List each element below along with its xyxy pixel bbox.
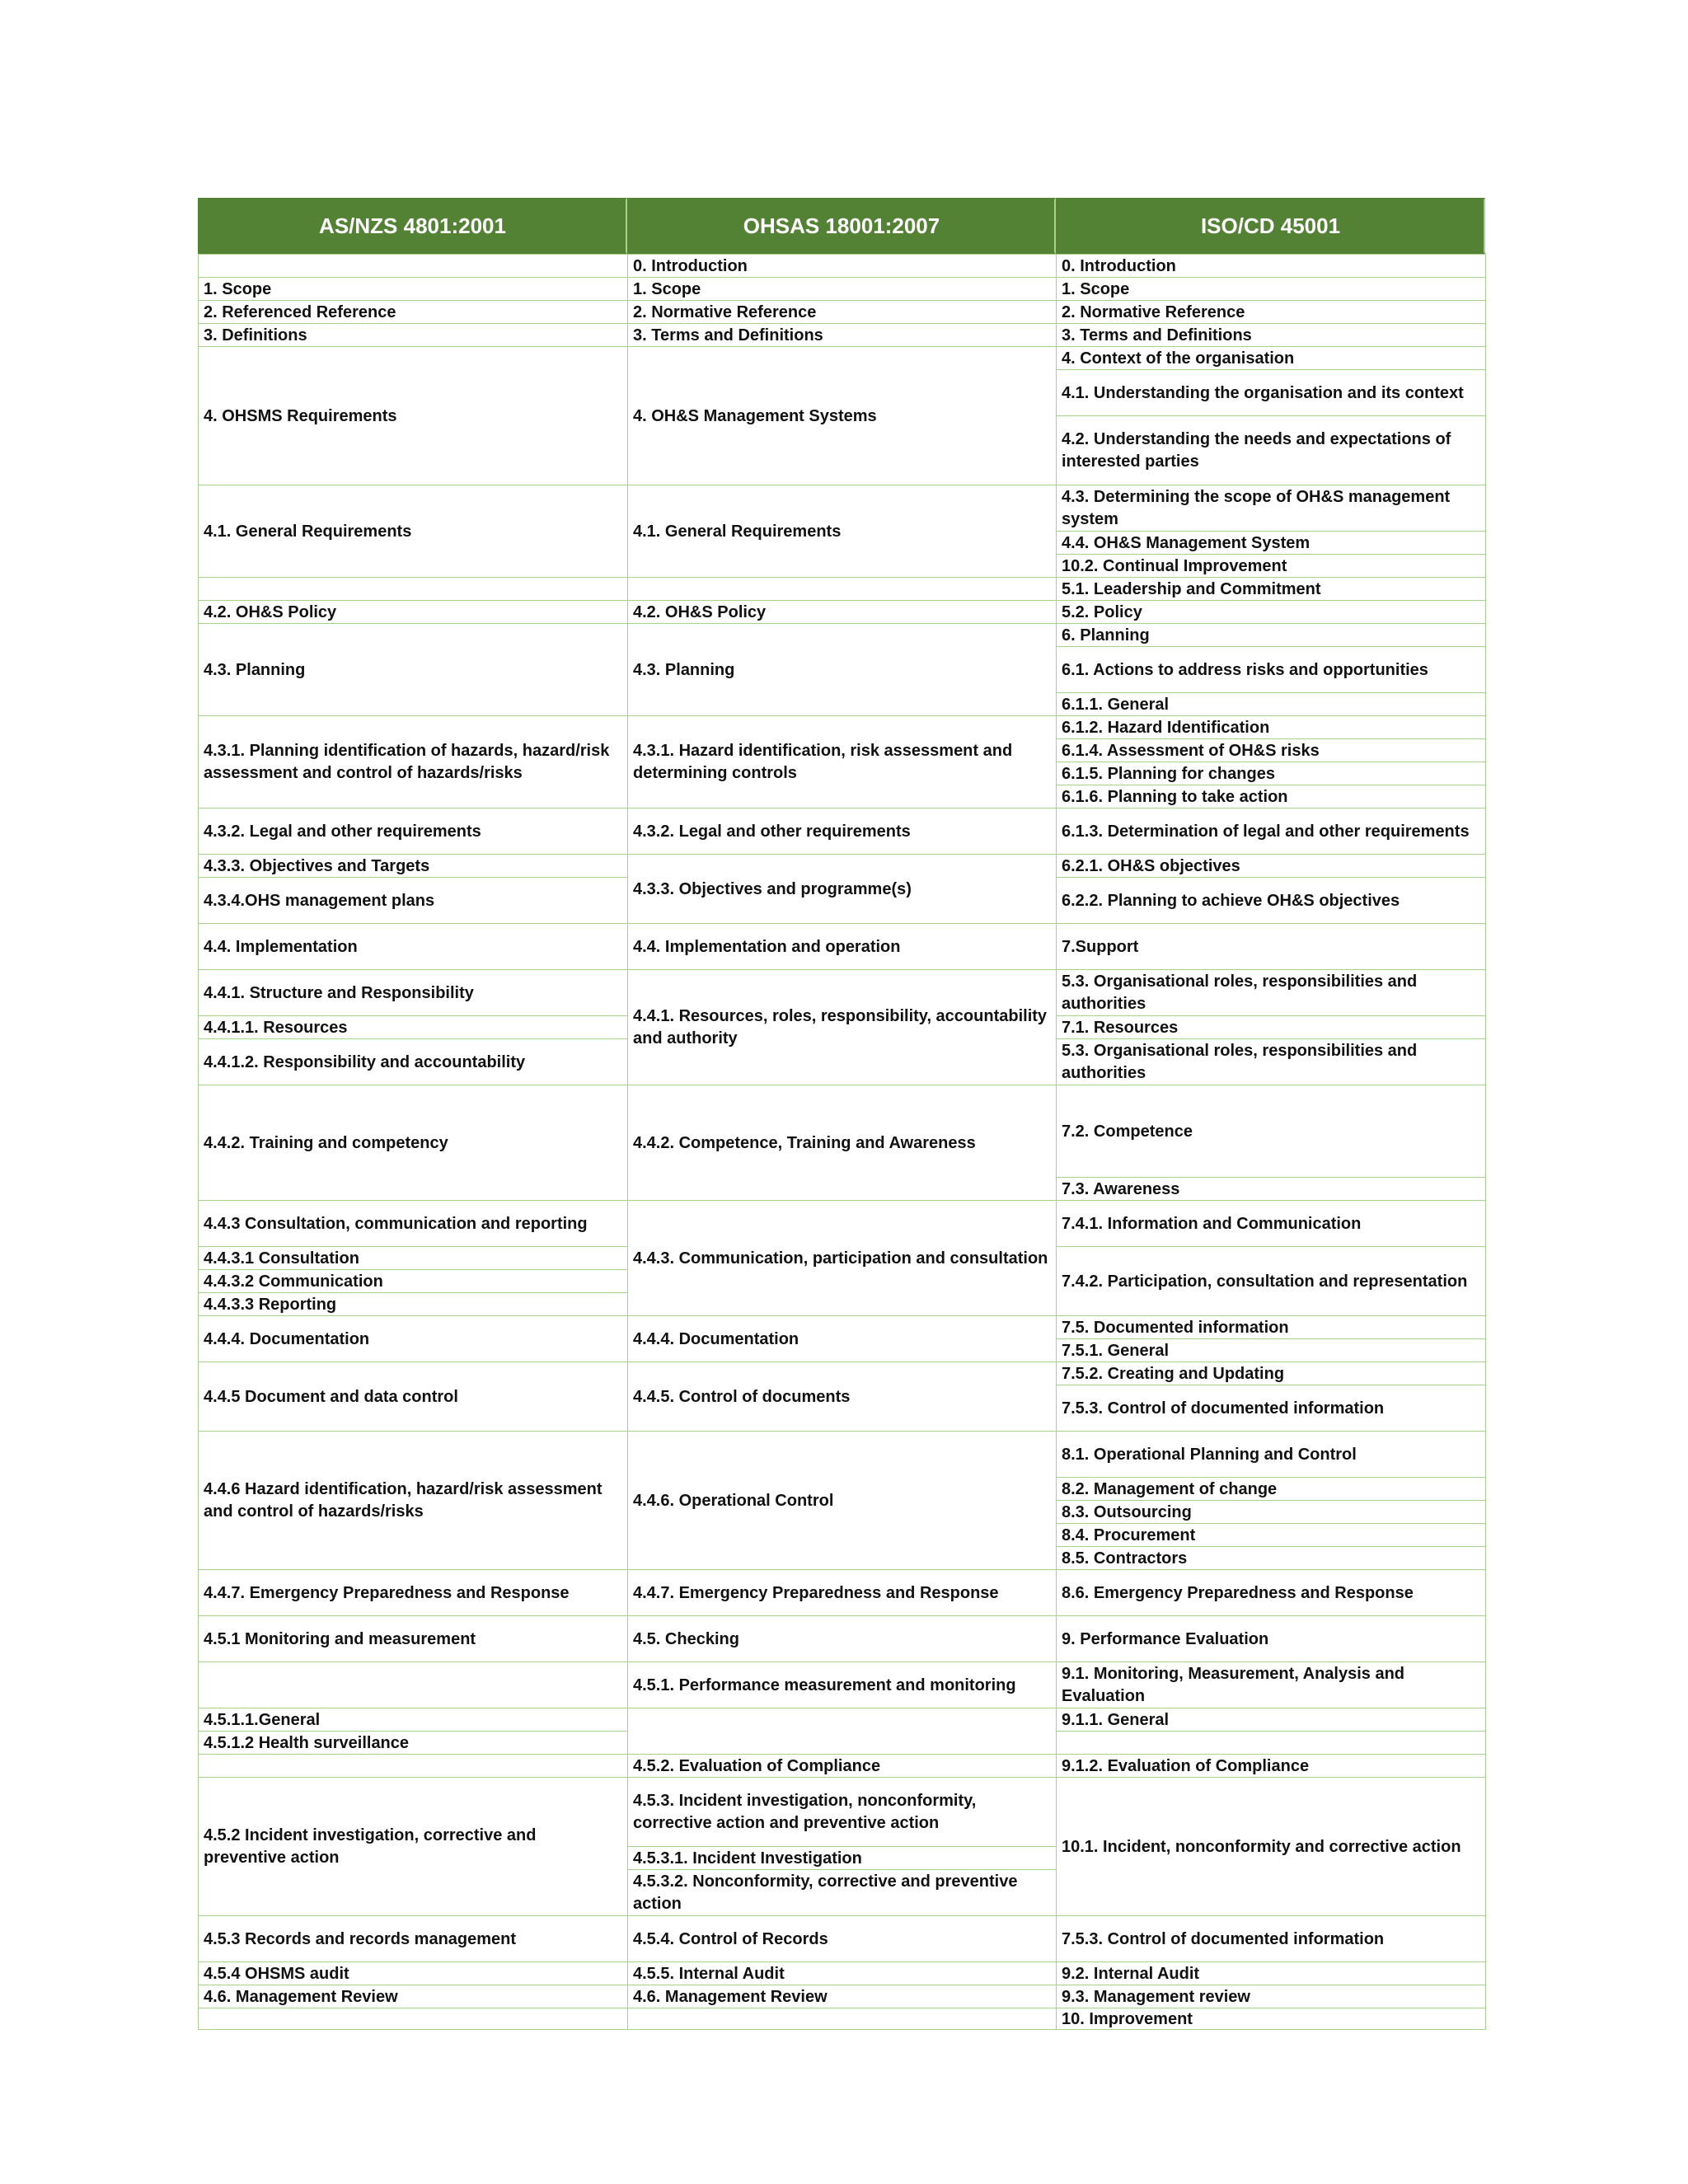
- cell-text: 6.1. Actions to address risks and opportunities: [1062, 660, 1428, 679]
- cell-text: 4.5.3. Incident investigation, nonconformity, corrective action and preventive action: [633, 1792, 977, 1832]
- cell-text: 7.Support: [1062, 937, 1139, 956]
- table-cell: [1056, 2008, 1486, 2030]
- table-cell: [198, 923, 628, 970]
- cell-text: 4.3. Planning: [204, 660, 306, 679]
- cell-text: 0. Introduction: [1062, 256, 1176, 275]
- cell-text: 4.5.2 Incident investigation, corrective and preventive action: [204, 1826, 537, 1867]
- table-cell: [1056, 785, 1486, 808]
- table-cell: [1056, 969, 1486, 1016]
- cell-text: 4.2. OH&S Policy: [633, 602, 767, 621]
- cell-text: 10.1. Incident, nonconformity and corrective action: [1062, 1837, 1461, 1856]
- cell-text: 4.4.4. Documentation: [204, 1329, 370, 1348]
- table-cell: [1056, 1754, 1486, 1778]
- table-cell: [1056, 623, 1486, 647]
- table-cell: [198, 1269, 628, 1293]
- cell-text: 4.5.4. Control of Records: [633, 1929, 828, 1948]
- table-cell: [1056, 323, 1486, 347]
- table-cell: [627, 323, 1057, 347]
- cell-text: 4.5.1.1.General: [204, 1710, 321, 1729]
- table-cell: [1056, 1961, 1486, 1985]
- table-cell: [198, 485, 628, 578]
- table-cell: [198, 1708, 628, 1732]
- comparison-table: [198, 198, 1485, 2029]
- table-cell: [627, 923, 1057, 970]
- cell-text: 4. OHSMS Requirements: [204, 406, 397, 425]
- cell-text: 9.1.1. General: [1062, 1710, 1170, 1729]
- table-cell: [627, 1431, 1057, 1570]
- cell-text: 4.4. Implementation: [204, 937, 358, 956]
- table-cell: [198, 1754, 628, 1778]
- cell-text: 2. Normative Reference: [633, 302, 817, 321]
- table-cell: [1056, 692, 1486, 716]
- table-cell: [1056, 1246, 1486, 1316]
- table-cell: [198, 600, 628, 624]
- table-cell: [627, 854, 1057, 924]
- cell-text: 4.3.1. Planning identification of hazards, hazard/risk assessment and control of hazards/risks: [204, 742, 610, 782]
- cell-text: 10. Improvement: [1062, 2009, 1193, 2028]
- table-cell: [198, 1315, 628, 1362]
- cell-text: 7.5.2. Creating and Updating: [1062, 1364, 1285, 1383]
- cell-text: 4.3.3. Objectives and programme(s): [633, 879, 912, 898]
- table-cell: [1056, 346, 1486, 370]
- table-cell: [198, 1292, 628, 1316]
- table-cell: [198, 1015, 628, 1039]
- cell-text: 4.4.1.2. Responsibility and accountability: [204, 1052, 526, 1071]
- cell-text: 4.3.2. Legal and other requirements: [633, 822, 911, 841]
- table-cell: [1056, 485, 1486, 532]
- cell-text: 6.1.6. Planning to take action: [1062, 787, 1288, 806]
- cell-text: 6.1.3. Determination of legal and other requirements: [1062, 822, 1470, 841]
- table-cell: [198, 1569, 628, 1616]
- table-cell: [627, 715, 1057, 808]
- table-cell: [1056, 1615, 1486, 1662]
- table-cell: [627, 1777, 1057, 1847]
- cell-text: 4.4.5 Document and data control: [204, 1387, 458, 1406]
- cell-text: 4. Context of the organisation: [1062, 349, 1295, 368]
- cell-text: 3. Terms and Definitions: [1062, 326, 1252, 344]
- table-cell: [198, 877, 628, 924]
- table-cell: [1056, 1661, 1486, 1708]
- table-cell: [627, 969, 1057, 1085]
- table-cell: [627, 1915, 1057, 1962]
- table-cell: [627, 1315, 1057, 1362]
- table-cell: [627, 1615, 1057, 1662]
- header-iso-45001: ISO/CD 45001: [1056, 198, 1485, 254]
- cell-text: 4.3.4.OHS management plans: [204, 891, 435, 910]
- table-cell: [627, 1661, 1057, 1708]
- cell-text: 7.5.3. Control of documented information: [1062, 1929, 1385, 1948]
- table-cell: [1056, 300, 1486, 324]
- table-cell: [198, 577, 628, 601]
- cell-text: 5.1. Leadership and Commitment: [1062, 579, 1321, 598]
- cell-text: 4.4.3.1 Consultation: [204, 1249, 359, 1268]
- table-cell: [198, 1431, 628, 1570]
- table-cell: [627, 1869, 1057, 1916]
- cell-text: 8.1. Operational Planning and Control: [1062, 1445, 1357, 1464]
- cell-text: 8.3. Outsourcing: [1062, 1502, 1192, 1521]
- cell-text: 7.3. Awareness: [1062, 1179, 1180, 1198]
- cell-text: 7.4.1. Information and Communication: [1062, 1214, 1362, 1233]
- cell-text: 7.5.3. Control of documented information: [1062, 1399, 1385, 1418]
- cell-text: 6. Planning: [1062, 626, 1150, 644]
- cell-text: 6.1.4. Assessment of OH&S risks: [1062, 741, 1320, 760]
- cell-text: 7.5. Documented information: [1062, 1318, 1289, 1337]
- cell-text: 4.5. Checking: [633, 1629, 739, 1648]
- cell-text: 4.1. General Requirements: [633, 522, 842, 541]
- cell-text: 9.3. Management review: [1062, 1987, 1250, 2006]
- table-cell: [1056, 1431, 1486, 1478]
- table-cell: [1056, 415, 1486, 485]
- cell-text: 6.1.5. Planning for changes: [1062, 764, 1275, 783]
- cell-text: 4.4.7. Emergency Preparedness and Response: [204, 1583, 570, 1602]
- table-cell: [198, 277, 628, 301]
- table-cell: [1056, 646, 1486, 693]
- table-cell: [1056, 254, 1486, 278]
- table-cell: [198, 346, 628, 485]
- cell-text: 4.5.3.1. Incident Investigation: [633, 1849, 862, 1868]
- table-cell: [1056, 854, 1486, 878]
- table-cell: [1056, 1915, 1486, 1962]
- table-cell: [198, 254, 628, 278]
- cell-text: 4.1. Understanding the organisation and its context: [1062, 383, 1464, 402]
- table-cell: [1056, 531, 1486, 555]
- table-cell: [198, 1246, 628, 1270]
- table-cell: [627, 1200, 1057, 1316]
- table-cell: [1056, 577, 1486, 601]
- table-cell: [627, 1708, 1057, 1755]
- cell-text: 8.4. Procurement: [1062, 1526, 1196, 1544]
- cell-text: 4.4.3.2 Communication: [204, 1272, 383, 1291]
- table-cell: [1056, 1985, 1486, 2008]
- cell-text: 4.3. Determining the scope of OH&S management system: [1062, 488, 1451, 528]
- table-cell: [198, 2008, 628, 2030]
- cell-text: 7.1. Resources: [1062, 1018, 1179, 1037]
- cell-text: 2. Referenced Reference: [204, 302, 396, 321]
- cell-text: 4.4.1.1. Resources: [204, 1018, 348, 1037]
- table-cell: [1056, 1177, 1486, 1201]
- table-cell: [1056, 277, 1486, 301]
- table-cell: [627, 1985, 1057, 2008]
- table-cell: [627, 1846, 1057, 1870]
- cell-text: 4.4.3 Consultation, communication and reporting: [204, 1214, 588, 1233]
- table-cell: [198, 623, 628, 716]
- table-cell: [1056, 369, 1486, 416]
- cell-text: 1. Scope: [204, 279, 272, 298]
- table-cell: [627, 623, 1057, 716]
- table-cell: [1056, 1085, 1486, 1178]
- table-cell: [198, 1777, 628, 1916]
- table-cell: [1056, 715, 1486, 739]
- table-cell: [627, 277, 1057, 301]
- table-cell: [1056, 738, 1486, 762]
- cell-text: 4.3.2. Legal and other requirements: [204, 822, 481, 841]
- table-cell: [627, 600, 1057, 624]
- table-cell: [1056, 1038, 1486, 1085]
- table-cell: [1056, 923, 1486, 970]
- header-asnzs-4801: AS/NZS 4801:2001: [198, 198, 627, 254]
- table-cell: [1056, 1315, 1486, 1339]
- table-cell: [1056, 1477, 1486, 1501]
- cell-text: 7.4.2. Participation, consultation and representation: [1062, 1272, 1468, 1291]
- table-cell: [627, 254, 1057, 278]
- table-cell: [627, 300, 1057, 324]
- cell-text: 4.4.3.3 Reporting: [204, 1295, 337, 1314]
- cell-text: 9. Performance Evaluation: [1062, 1629, 1269, 1648]
- cell-text: 4.4.6. Operational Control: [633, 1491, 834, 1510]
- table-cell: [198, 1731, 628, 1755]
- cell-text: 6.2.2. Planning to achieve OH&S objectives: [1062, 891, 1400, 910]
- table-cell: [198, 1961, 628, 1985]
- cell-text: 7.2. Competence: [1062, 1122, 1193, 1141]
- cell-text: 5.3. Organisational roles, responsibilities and authorities: [1062, 1042, 1418, 1082]
- table-cell: [627, 1754, 1057, 1778]
- cell-text: 4.4.7. Emergency Preparedness and Response: [633, 1583, 999, 1602]
- cell-text: 9.1.2. Evaluation of Compliance: [1062, 1756, 1310, 1775]
- cell-text: 9.2. Internal Audit: [1062, 1964, 1200, 1983]
- cell-text: 4.4. OH&S Management System: [1062, 533, 1311, 552]
- cell-text: 4.3.3. Objectives and Targets: [204, 856, 430, 875]
- table-cell: [1056, 1200, 1486, 1247]
- cell-text: 5.3. Organisational roles, responsibilities and authorities: [1062, 972, 1418, 1013]
- cell-text: 1. Scope: [633, 279, 701, 298]
- cell-text: 4.4.2. Competence, Training and Awareness: [633, 1133, 976, 1152]
- header-ohsas-18001: OHSAS 18001:2007: [627, 198, 1056, 254]
- table-cell: [627, 1961, 1057, 1985]
- cell-text: 8.2. Management of change: [1062, 1479, 1278, 1498]
- table-cell: [1056, 600, 1486, 624]
- table-cell: [1056, 1361, 1486, 1385]
- cell-text: 10.2. Continual Improvement: [1062, 556, 1287, 575]
- cell-text: 4.5.4 OHSMS audit: [204, 1964, 349, 1983]
- cell-text: 2. Normative Reference: [1062, 302, 1245, 321]
- cell-text: 5.2. Policy: [1062, 602, 1142, 621]
- cell-text: 6.2.1. OH&S objectives: [1062, 856, 1240, 875]
- table-cell: [198, 808, 628, 855]
- cell-text: 4.4.4. Documentation: [633, 1329, 799, 1348]
- cell-text: 4.3.1. Hazard identification, risk assessment and determining controls: [633, 742, 1013, 782]
- table-cell: [198, 1361, 628, 1432]
- cell-text: 4.4.1. Resources, roles, responsibility, accountability and authority: [633, 1007, 1048, 1047]
- table-cell: [198, 300, 628, 324]
- table-cell: [1056, 1777, 1486, 1916]
- table-cell: [198, 323, 628, 347]
- table-cell: [198, 854, 628, 878]
- cell-text: 4.4.1. Structure and Responsibility: [204, 983, 474, 1002]
- table-cell: [1056, 1569, 1486, 1616]
- cell-text: 4.3. Planning: [633, 660, 735, 679]
- cell-text: 8.5. Contractors: [1062, 1549, 1188, 1568]
- table-cell: [198, 1200, 628, 1247]
- table-cell: [198, 1038, 628, 1085]
- table-cell: [1056, 1523, 1486, 1547]
- cell-text: 4.5.1. Performance measurement and monitoring: [633, 1675, 1016, 1694]
- cell-text: 7.5.1. General: [1062, 1341, 1170, 1360]
- cell-text: 4.1. General Requirements: [204, 522, 412, 541]
- table-cell: [627, 1569, 1057, 1616]
- cell-text: 4.5.3 Records and records management: [204, 1929, 517, 1948]
- cell-text: 3. Definitions: [204, 326, 307, 344]
- cell-text: 4.2. Understanding the needs and expectations of interested parties: [1062, 430, 1451, 471]
- cell-text: 4.4.2. Training and competency: [204, 1133, 448, 1152]
- cell-text: 4.5.2. Evaluation of Compliance: [633, 1756, 881, 1775]
- table-cell: [1056, 877, 1486, 924]
- cell-text: 6.1.1. General: [1062, 695, 1170, 714]
- table-cell: [198, 715, 628, 808]
- cell-text: 0. Introduction: [633, 256, 748, 275]
- table-cell: [1056, 1338, 1486, 1362]
- table-cell: [1056, 554, 1486, 578]
- table-cell: [1056, 1385, 1486, 1432]
- cell-text: 4.5.1 Monitoring and measurement: [204, 1629, 476, 1648]
- cell-text: 4.4.5. Control of documents: [633, 1387, 851, 1406]
- table-cell: [627, 2008, 1057, 2030]
- table-cell: [627, 808, 1057, 855]
- cell-text: 4.2. OH&S Policy: [204, 602, 337, 621]
- table-cell: [1056, 1015, 1486, 1039]
- cell-text: 4.4.3. Communication, participation and consultation: [633, 1249, 1048, 1268]
- table-cell: [198, 1985, 628, 2008]
- cell-text: 4.6. Management Review: [204, 1987, 398, 2006]
- cell-text: 4.6. Management Review: [633, 1987, 828, 2006]
- cell-text: 4.5.3.2. Nonconformity, corrective and preventive action: [633, 1872, 1018, 1913]
- cell-text: 1. Scope: [1062, 279, 1130, 298]
- table-cell: [198, 969, 628, 1016]
- cell-text: 3. Terms and Definitions: [633, 326, 823, 344]
- table-cell: [627, 1361, 1057, 1432]
- cell-text: 9.1. Monitoring, Measurement, Analysis and Evaluation: [1062, 1665, 1405, 1705]
- table-cell: [627, 577, 1057, 601]
- table-cell: [627, 485, 1057, 578]
- table-cell: [1056, 762, 1486, 785]
- cell-text: 8.6. Emergency Preparedness and Response: [1062, 1583, 1414, 1602]
- table-cell: [198, 1615, 628, 1662]
- table-cell: [1056, 1546, 1486, 1570]
- cell-text: 6.1.2. Hazard Identification: [1062, 718, 1270, 737]
- table-cell: [627, 346, 1057, 485]
- table-cell: [1056, 1731, 1486, 1755]
- table-cell: [1056, 808, 1486, 855]
- cell-text: 4.5.5. Internal Audit: [633, 1964, 785, 1983]
- cell-text: 4.4.6 Hazard identification, hazard/risk assessment and control of hazards/risks: [204, 1480, 603, 1521]
- cell-text: 4.4. Implementation and operation: [633, 937, 901, 956]
- table-cell: [198, 1085, 628, 1201]
- table-cell: [1056, 1708, 1486, 1732]
- table-cell: [198, 1661, 628, 1708]
- cell-text: 4.5.1.2 Health surveillance: [204, 1733, 410, 1752]
- table-cell: [198, 1915, 628, 1962]
- cell-text: 4. OH&S Management Systems: [633, 406, 877, 425]
- table-cell: [627, 1085, 1057, 1201]
- table-cell: [1056, 1500, 1486, 1524]
